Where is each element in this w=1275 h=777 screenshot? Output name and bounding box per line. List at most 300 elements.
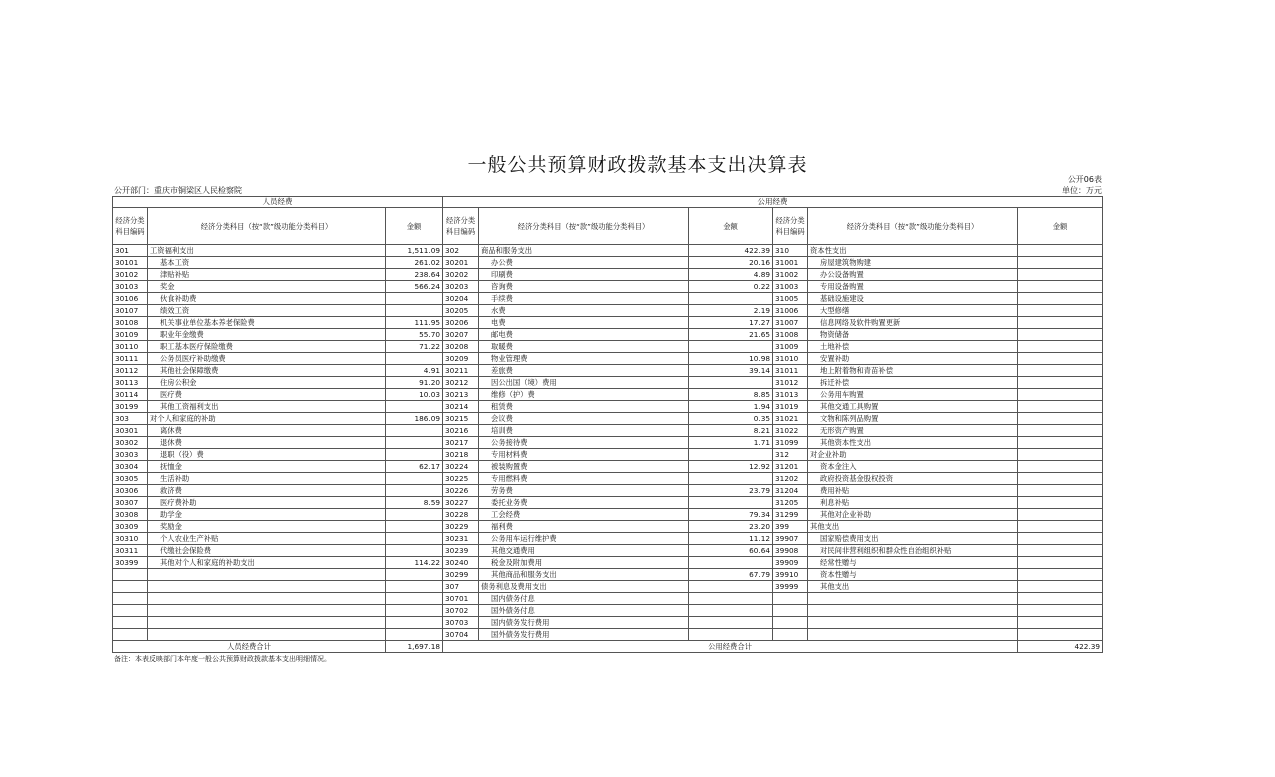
capital-item-cell: 对企业补助 — [808, 449, 1018, 461]
public-amount-cell: 8.21 — [689, 425, 773, 437]
public-item-cell: 劳务费 — [479, 485, 689, 497]
public-code-cell: 30203 — [443, 281, 479, 293]
table-row — [113, 509, 1103, 521]
capital-code-cell: 31010 — [773, 353, 808, 365]
public-item-cell: 工会经费 — [479, 509, 689, 521]
personnel-amount-cell — [386, 617, 443, 629]
public-amount-cell — [689, 341, 773, 353]
personnel-amount-cell: 62.17 — [386, 461, 443, 473]
capital-code-cell — [773, 593, 808, 605]
public-code-cell: 30218 — [443, 449, 479, 461]
personnel-code-cell: 30103 — [113, 281, 148, 293]
personnel-code-cell: 30305 — [113, 473, 148, 485]
capital-amount-cell — [1018, 305, 1103, 317]
personnel-amount-cell — [386, 437, 443, 449]
personnel-code-cell — [113, 593, 148, 605]
table-row — [113, 281, 1103, 293]
capital-code-cell: 31008 — [773, 329, 808, 341]
personnel-code-cell: 30308 — [113, 509, 148, 521]
capital-item-cell: 利息补贴 — [808, 497, 1018, 509]
public-code-cell: 30228 — [443, 509, 479, 521]
table-row — [113, 617, 1103, 629]
personnel-item-cell — [148, 581, 386, 593]
public-item-cell: 公务用车运行维护费 — [479, 533, 689, 545]
personnel-item-cell: 其他对个人和家庭的补助支出 — [148, 557, 386, 569]
public-item-cell: 会议费 — [479, 413, 689, 425]
personnel-total-value: 1,697.18 — [386, 641, 443, 653]
personnel-code-cell — [113, 605, 148, 617]
capital-amount-cell — [1018, 317, 1103, 329]
personnel-item-cell: 救济费 — [148, 485, 386, 497]
public-amount-cell — [689, 377, 773, 389]
public-code-cell: 302 — [443, 245, 479, 257]
public-amount-cell — [689, 593, 773, 605]
public-item-cell: 邮电费 — [479, 329, 689, 341]
personnel-item-cell: 伙食补助费 — [148, 293, 386, 305]
capital-item-cell: 资本性支出 — [808, 245, 1018, 257]
capital-item-cell: 文物和陈列品购置 — [808, 413, 1018, 425]
capital-amount-cell — [1018, 497, 1103, 509]
table-row — [113, 605, 1103, 617]
code-header: 经济分类科目编码 — [113, 208, 148, 245]
capital-code-cell: 39910 — [773, 569, 808, 581]
public-item-cell: 国外债务付息 — [479, 605, 689, 617]
personnel-amount-cell: 261.02 — [386, 257, 443, 269]
public-amount-cell: 21.65 — [689, 329, 773, 341]
public-amount-cell — [689, 617, 773, 629]
public-item-cell: 培训费 — [479, 425, 689, 437]
public-section-header: 公用经费 — [443, 197, 1103, 208]
capital-item-cell: 安置补助 — [808, 353, 1018, 365]
personnel-code-cell: 30111 — [113, 353, 148, 365]
public-amount-cell — [689, 449, 773, 461]
personnel-item-cell: 对个人和家庭的补助 — [148, 413, 386, 425]
capital-amount-cell — [1018, 545, 1103, 557]
section-header-row — [113, 197, 1103, 208]
capital-amount-cell — [1018, 425, 1103, 437]
name-header: 经济分类科目（按“款”级功能分类科目） — [808, 208, 1018, 245]
public-code-cell: 30214 — [443, 401, 479, 413]
capital-code-cell: 31204 — [773, 485, 808, 497]
capital-amount-cell — [1018, 473, 1103, 485]
personnel-item-cell: 生活补助 — [148, 473, 386, 485]
public-code-cell: 30215 — [443, 413, 479, 425]
personnel-code-cell: 30108 — [113, 317, 148, 329]
capital-item-cell: 其他交通工具购置 — [808, 401, 1018, 413]
public-amount-cell — [689, 497, 773, 509]
public-amount-cell: 0.35 — [689, 413, 773, 425]
department-label: 公开部门：重庆市铜梁区人民检察院 — [114, 186, 242, 195]
capital-code-cell: 399 — [773, 521, 808, 533]
personnel-item-cell: 津贴补贴 — [148, 269, 386, 281]
capital-code-cell: 31009 — [773, 341, 808, 353]
capital-code-cell: 31012 — [773, 377, 808, 389]
capital-code-cell: 31007 — [773, 317, 808, 329]
personnel-amount-cell — [386, 449, 443, 461]
table-row — [113, 593, 1103, 605]
personnel-item-cell: 其他工资福利支出 — [148, 401, 386, 413]
capital-amount-cell — [1018, 581, 1103, 593]
personnel-code-cell: 30306 — [113, 485, 148, 497]
table-row — [113, 389, 1103, 401]
personnel-amount-cell: 55.70 — [386, 329, 443, 341]
personnel-code-cell: 30113 — [113, 377, 148, 389]
public-item-cell: 被装购置费 — [479, 461, 689, 473]
table-row — [113, 629, 1103, 641]
capital-amount-cell — [1018, 509, 1103, 521]
public-code-cell: 30229 — [443, 521, 479, 533]
public-code-cell: 30703 — [443, 617, 479, 629]
capital-code-cell: 31019 — [773, 401, 808, 413]
public-amount-cell: 1.94 — [689, 401, 773, 413]
table-row — [113, 329, 1103, 341]
personnel-item-cell — [148, 629, 386, 641]
public-amount-cell: 20.16 — [689, 257, 773, 269]
capital-amount-cell — [1018, 557, 1103, 569]
capital-code-cell: 31005 — [773, 293, 808, 305]
capital-code-cell: 39907 — [773, 533, 808, 545]
personnel-code-cell: 30110 — [113, 341, 148, 353]
public-amount-cell: 422.39 — [689, 245, 773, 257]
capital-amount-cell — [1018, 485, 1103, 497]
personnel-code-cell: 30304 — [113, 461, 148, 473]
capital-item-cell — [808, 605, 1018, 617]
public-item-cell: 商品和服务支出 — [479, 245, 689, 257]
capital-amount-cell — [1018, 629, 1103, 641]
table-row — [113, 245, 1103, 257]
public-item-cell: 税金及附加费用 — [479, 557, 689, 569]
public-code-cell: 30231 — [443, 533, 479, 545]
public-item-cell: 取暖费 — [479, 341, 689, 353]
capital-amount-cell — [1018, 365, 1103, 377]
table-row — [113, 497, 1103, 509]
personnel-item-cell: 工资福利支出 — [148, 245, 386, 257]
public-item-cell: 水费 — [479, 305, 689, 317]
public-amount-cell: 0.22 — [689, 281, 773, 293]
personnel-code-cell — [113, 629, 148, 641]
table-row — [113, 437, 1103, 449]
personnel-amount-cell — [386, 545, 443, 557]
personnel-item-cell: 职工基本医疗保险缴费 — [148, 341, 386, 353]
table-row — [113, 317, 1103, 329]
capital-amount-cell — [1018, 377, 1103, 389]
personnel-item-cell: 公务员医疗补助缴费 — [148, 353, 386, 365]
table-row — [113, 257, 1103, 269]
table-row — [113, 449, 1103, 461]
personnel-amount-cell: 1,511.09 — [386, 245, 443, 257]
personnel-code-cell: 30102 — [113, 269, 148, 281]
capital-item-cell: 对民间非营利组织和群众性自治组织补贴 — [808, 545, 1018, 557]
public-code-cell: 30702 — [443, 605, 479, 617]
capital-item-cell: 房屋建筑物购建 — [808, 257, 1018, 269]
public-item-cell: 国外债务发行费用 — [479, 629, 689, 641]
personnel-code-cell: 30112 — [113, 365, 148, 377]
table-row — [113, 557, 1103, 569]
table-row — [113, 401, 1103, 413]
capital-code-cell — [773, 605, 808, 617]
capital-amount-cell — [1018, 401, 1103, 413]
personnel-item-cell: 抚恤金 — [148, 461, 386, 473]
capital-code-cell: 31202 — [773, 473, 808, 485]
public-code-cell: 30704 — [443, 629, 479, 641]
public-amount-cell: 12.92 — [689, 461, 773, 473]
public-code-cell: 30206 — [443, 317, 479, 329]
public-amount-cell: 23.79 — [689, 485, 773, 497]
public-amount-cell: 10.98 — [689, 353, 773, 365]
personnel-code-cell: 30309 — [113, 521, 148, 533]
public-amount-cell — [689, 473, 773, 485]
personnel-item-cell: 住房公积金 — [148, 377, 386, 389]
personnel-code-cell: 30303 — [113, 449, 148, 461]
capital-amount-cell — [1018, 341, 1103, 353]
table-row — [113, 353, 1103, 365]
capital-item-cell: 其他支出 — [808, 581, 1018, 593]
table-code: 公开06表 — [1067, 175, 1102, 184]
public-code-cell: 30225 — [443, 473, 479, 485]
public-amount-cell: 60.64 — [689, 545, 773, 557]
personnel-item-cell — [148, 569, 386, 581]
capital-code-cell: 31299 — [773, 509, 808, 521]
public-item-cell: 物业管理费 — [479, 353, 689, 365]
personnel-amount-cell: 4.91 — [386, 365, 443, 377]
public-amount-cell: 79.34 — [689, 509, 773, 521]
personnel-amount-cell: 238.64 — [386, 269, 443, 281]
capital-amount-cell — [1018, 269, 1103, 281]
personnel-amount-cell — [386, 485, 443, 497]
public-code-cell: 30213 — [443, 389, 479, 401]
public-code-cell: 30212 — [443, 377, 479, 389]
table-row — [113, 569, 1103, 581]
personnel-item-cell — [148, 593, 386, 605]
code-header: 经济分类科目编码 — [773, 208, 808, 245]
name-header: 经济分类科目（按“款”级功能分类科目） — [148, 208, 386, 245]
capital-item-cell: 拆迁补偿 — [808, 377, 1018, 389]
table-row — [113, 365, 1103, 377]
personnel-amount-cell — [386, 533, 443, 545]
capital-amount-cell — [1018, 257, 1103, 269]
personnel-item-cell: 奖励金 — [148, 521, 386, 533]
personnel-item-cell: 奖金 — [148, 281, 386, 293]
personnel-item-cell: 代缴社会保险费 — [148, 545, 386, 557]
personnel-amount-cell: 186.09 — [386, 413, 443, 425]
capital-amount-cell — [1018, 281, 1103, 293]
capital-amount-cell — [1018, 533, 1103, 545]
personnel-item-cell: 职业年金缴费 — [148, 329, 386, 341]
capital-item-cell: 专用设备购置 — [808, 281, 1018, 293]
capital-item-cell — [808, 593, 1018, 605]
public-code-cell: 30204 — [443, 293, 479, 305]
public-code-cell: 30701 — [443, 593, 479, 605]
personnel-item-cell: 个人农业生产补贴 — [148, 533, 386, 545]
public-item-cell: 专用材料费 — [479, 449, 689, 461]
personnel-code-cell — [113, 569, 148, 581]
public-amount-cell — [689, 581, 773, 593]
public-amount-cell — [689, 557, 773, 569]
public-item-cell: 办公费 — [479, 257, 689, 269]
public-item-cell: 维修（护）费 — [479, 389, 689, 401]
personnel-amount-cell — [386, 521, 443, 533]
public-total-label: 公用经费合计 — [443, 641, 1018, 653]
capital-item-cell — [808, 629, 1018, 641]
public-item-cell: 印刷费 — [479, 269, 689, 281]
capital-code-cell: 31003 — [773, 281, 808, 293]
amount-header: 金额 — [386, 208, 443, 245]
amount-header: 金额 — [689, 208, 773, 245]
capital-item-cell: 土地补偿 — [808, 341, 1018, 353]
personnel-amount-cell: 8.59 — [386, 497, 443, 509]
personnel-code-cell: 30307 — [113, 497, 148, 509]
capital-amount-cell — [1018, 245, 1103, 257]
public-amount-cell: 17.27 — [689, 317, 773, 329]
name-header: 经济分类科目（按“款”级功能分类科目） — [479, 208, 689, 245]
footnote: 备注：本表反映部门本年度一般公共预算财政拨款基本支出明细情况。 — [114, 655, 331, 663]
public-item-cell: 委托业务费 — [479, 497, 689, 509]
public-code-cell: 30226 — [443, 485, 479, 497]
capital-amount-cell — [1018, 413, 1103, 425]
personnel-item-cell: 基本工资 — [148, 257, 386, 269]
personnel-code-cell: 30310 — [113, 533, 148, 545]
public-code-cell: 30207 — [443, 329, 479, 341]
personnel-item-cell: 退职（役）费 — [148, 449, 386, 461]
public-amount-cell: 8.85 — [689, 389, 773, 401]
personnel-amount-cell — [386, 401, 443, 413]
table-row — [113, 269, 1103, 281]
personnel-amount-cell — [386, 425, 443, 437]
public-item-cell: 差旅费 — [479, 365, 689, 377]
capital-amount-cell — [1018, 461, 1103, 473]
personnel-item-cell: 助学金 — [148, 509, 386, 521]
capital-code-cell: 31099 — [773, 437, 808, 449]
public-code-cell: 30224 — [443, 461, 479, 473]
capital-amount-cell — [1018, 569, 1103, 581]
public-code-cell: 30216 — [443, 425, 479, 437]
personnel-item-cell: 医疗费补助 — [148, 497, 386, 509]
capital-item-cell: 无形资产购置 — [808, 425, 1018, 437]
code-header: 经济分类科目编码 — [443, 208, 479, 245]
personnel-code-cell: 30101 — [113, 257, 148, 269]
public-item-cell: 咨询费 — [479, 281, 689, 293]
personnel-amount-cell — [386, 569, 443, 581]
public-code-cell: 30299 — [443, 569, 479, 581]
public-item-cell: 租赁费 — [479, 401, 689, 413]
capital-code-cell: 31021 — [773, 413, 808, 425]
personnel-code-cell: 30199 — [113, 401, 148, 413]
personnel-code-cell: 303 — [113, 413, 148, 425]
personnel-code-cell: 30311 — [113, 545, 148, 557]
personnel-amount-cell — [386, 473, 443, 485]
personnel-total-label: 人员经费合计 — [113, 641, 386, 653]
table-row — [113, 461, 1103, 473]
personnel-amount-cell — [386, 581, 443, 593]
table-row — [113, 485, 1103, 497]
personnel-amount-cell — [386, 605, 443, 617]
capital-item-cell: 资本性赠与 — [808, 569, 1018, 581]
personnel-code-cell: 30109 — [113, 329, 148, 341]
public-code-cell: 307 — [443, 581, 479, 593]
capital-code-cell: 310 — [773, 245, 808, 257]
personnel-amount-cell — [386, 509, 443, 521]
personnel-amount-cell — [386, 629, 443, 641]
public-amount-cell: 2.19 — [689, 305, 773, 317]
personnel-code-cell: 30107 — [113, 305, 148, 317]
capital-amount-cell — [1018, 353, 1103, 365]
personnel-amount-cell — [386, 305, 443, 317]
capital-amount-cell — [1018, 449, 1103, 461]
capital-item-cell: 其他对企业补助 — [808, 509, 1018, 521]
personnel-code-cell: 30302 — [113, 437, 148, 449]
table-row — [113, 545, 1103, 557]
public-item-cell: 国内债务发行费用 — [479, 617, 689, 629]
public-code-cell: 30211 — [443, 365, 479, 377]
capital-amount-cell — [1018, 437, 1103, 449]
public-code-cell: 30202 — [443, 269, 479, 281]
public-code-cell: 30201 — [443, 257, 479, 269]
personnel-amount-cell — [386, 593, 443, 605]
personnel-code-cell: 30106 — [113, 293, 148, 305]
amount-header: 金额 — [1018, 208, 1103, 245]
capital-code-cell — [773, 617, 808, 629]
public-item-cell: 福利费 — [479, 521, 689, 533]
capital-code-cell: 31002 — [773, 269, 808, 281]
personnel-code-cell: 301 — [113, 245, 148, 257]
personnel-amount-cell: 114.22 — [386, 557, 443, 569]
capital-code-cell: 39908 — [773, 545, 808, 557]
public-amount-cell: 67.79 — [689, 569, 773, 581]
table-row — [113, 377, 1103, 389]
capital-code-cell: 31011 — [773, 365, 808, 377]
public-code-cell: 30217 — [443, 437, 479, 449]
public-amount-cell: 23.20 — [689, 521, 773, 533]
personnel-item-cell: 医疗费 — [148, 389, 386, 401]
personnel-amount-cell: 566.24 — [386, 281, 443, 293]
personnel-section-header: 人员经费 — [113, 197, 443, 208]
report-title: 一般公共预算财政拨款基本支出决算表 — [467, 154, 808, 176]
personnel-item-cell — [148, 617, 386, 629]
personnel-code-cell: 30399 — [113, 557, 148, 569]
table-row — [113, 305, 1103, 317]
capital-code-cell: 31205 — [773, 497, 808, 509]
capital-code-cell — [773, 629, 808, 641]
capital-amount-cell — [1018, 593, 1103, 605]
public-code-cell: 30209 — [443, 353, 479, 365]
table-row — [113, 293, 1103, 305]
public-item-cell: 其他商品和服务支出 — [479, 569, 689, 581]
capital-amount-cell — [1018, 293, 1103, 305]
capital-code-cell: 31013 — [773, 389, 808, 401]
capital-item-cell: 其他资本性支出 — [808, 437, 1018, 449]
capital-amount-cell — [1018, 521, 1103, 533]
capital-code-cell: 31006 — [773, 305, 808, 317]
personnel-amount-cell — [386, 293, 443, 305]
public-code-cell: 30227 — [443, 497, 479, 509]
public-item-cell: 电费 — [479, 317, 689, 329]
public-code-cell: 30239 — [443, 545, 479, 557]
public-amount-cell — [689, 605, 773, 617]
capital-item-cell: 物资储备 — [808, 329, 1018, 341]
public-amount-cell — [689, 293, 773, 305]
public-item-cell: 国内债务付息 — [479, 593, 689, 605]
public-code-cell: 30208 — [443, 341, 479, 353]
column-header-row — [113, 208, 1103, 245]
personnel-amount-cell: 10.03 — [386, 389, 443, 401]
personnel-code-cell — [113, 617, 148, 629]
capital-item-cell — [808, 617, 1018, 629]
capital-code-cell: 39999 — [773, 581, 808, 593]
personnel-amount-cell: 111.95 — [386, 317, 443, 329]
table-row — [113, 473, 1103, 485]
personnel-amount-cell — [386, 353, 443, 365]
capital-amount-cell — [1018, 329, 1103, 341]
